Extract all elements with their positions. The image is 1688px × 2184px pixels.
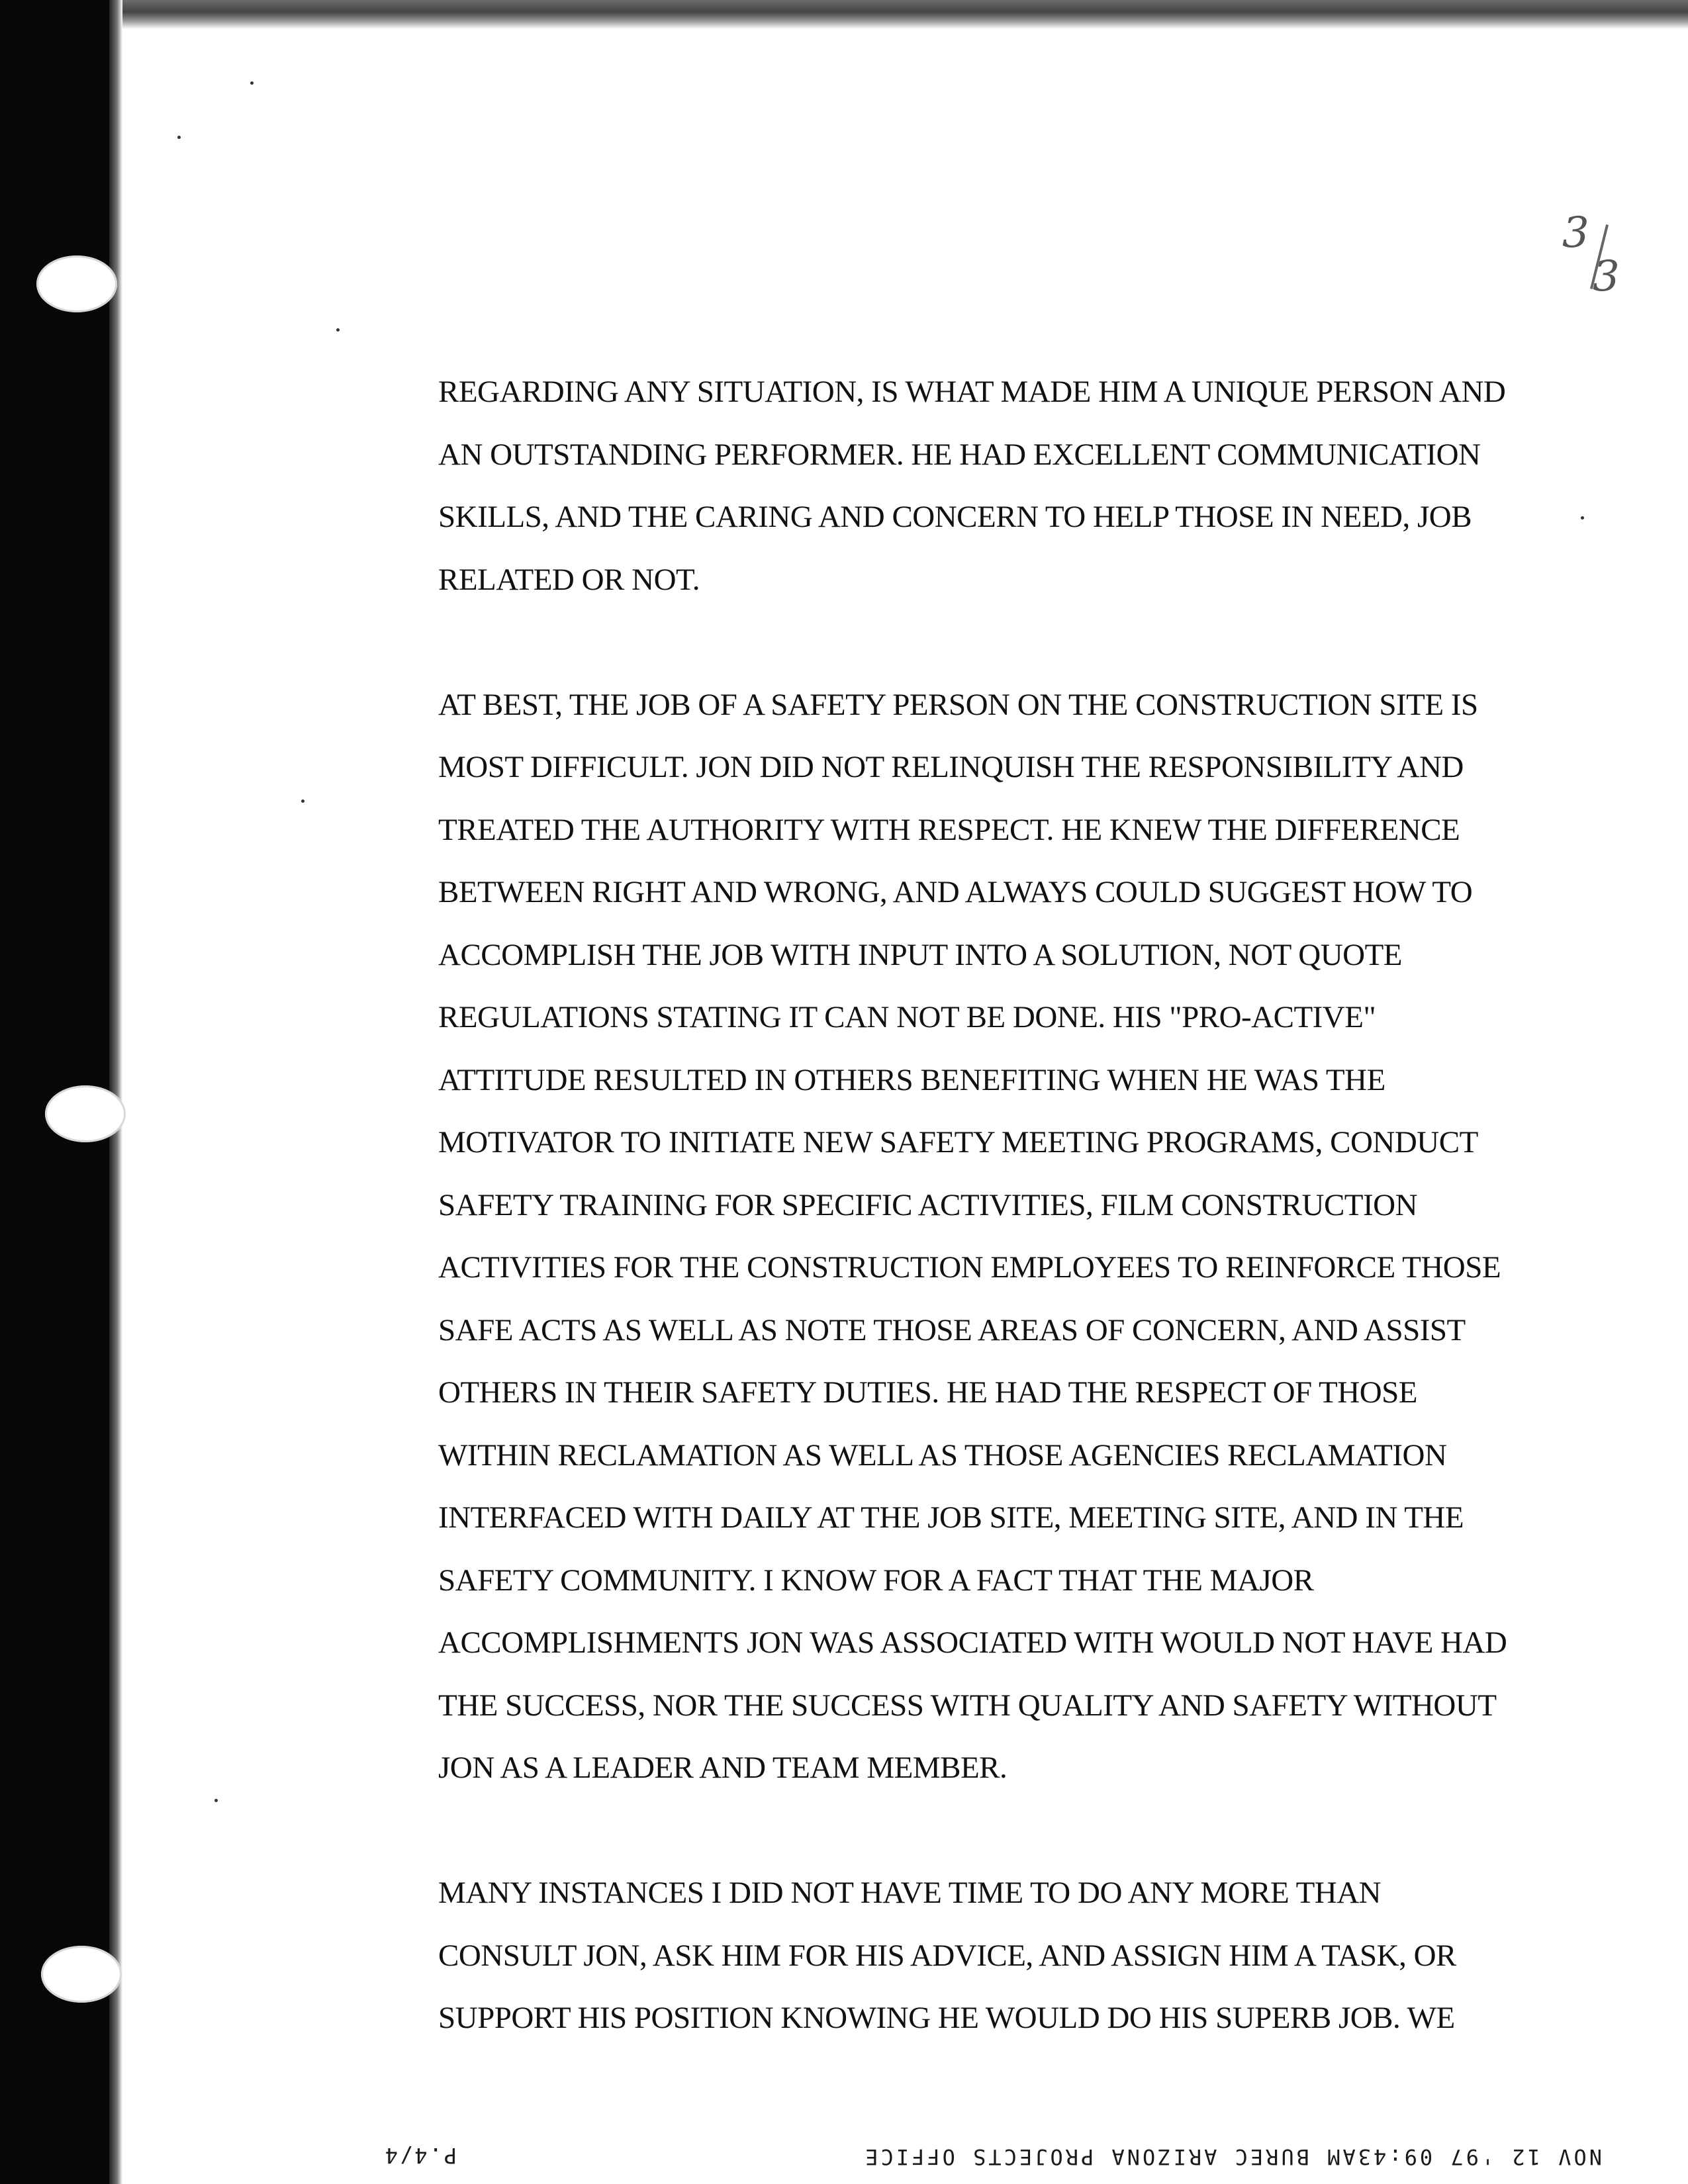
fax-header-line: NOV 12 '97 09:43AM BUREC ARIZONA PROJECTS OFFICE	[863, 2144, 1602, 2169]
page-mark-bottom: 3	[1593, 252, 1620, 301]
punch-hole-top	[36, 255, 117, 312]
scan-speck	[1581, 516, 1584, 520]
scan-speck	[177, 136, 181, 139]
fax-page-number: P.4/4	[383, 2143, 457, 2168]
scan-speck	[301, 799, 305, 803]
handwritten-page-number	[1562, 208, 1642, 304]
paragraph-2: AT BEST, THE JOB OF A SAFETY PERSON ON THE CONSTRUCTION SITE IS MOST DIFFICULT. JON DID NOT RELINQUISH THE RESPONSIBILITY AND TREATED THE AUTHORITY WITH RESPECT. HE KNEW THE DIFFERENCE BETWEEN RIGHT AND WRONG, AND ALWAYS COULD SUGGEST HOW TO ACCOMPLISH THE JOB WITH INPUT INTO A SOLUTION, NOT QUOTE REGULATIONS STATING IT CAN NOT BE DONE. HIS "PRO-ACTIVE" ATTITUDE RESULTED IN OTHERS BENEFITING WHEN HE WAS THE MOTIVATOR TO INITIATE NEW SAFETY MEETING PROGRAMS, CONDUCT SAFETY TRAINING FOR SPECIFIC ACTIVITIES, FILM CONSTRUCTION ACTIVITIES FOR THE CONSTRUCTION EMPLOYEES TO REINFORCE THOSE SAFE ACTS AS WELL AS NOTE THOSE AREAS OF CONCERN, AND ASSIST OTHERS IN THEIR SAFETY DUTIES. HE HAD THE RESPECT OF THOSE WITHIN RECLAMATION AS WELL AS THOSE AGENCIES RECLAMATION INTERFACED WITH DAILY AT THE JOB SITE, MEETING SITE, AND IN THE SAFETY COMMUNITY. I KNOW FOR A FACT THAT THE MAJOR ACCOMPLISHMENTS JON WAS ASSOCIATED WITH WOULD NOT HAVE HAD THE SUCCESS, NOR THE SUCCESS WITH QUALITY AND SAFETY WITHOUT JON AS A LEADER AND TEAM MEMBER.	[438, 687, 1507, 1785]
scan-speck	[250, 81, 254, 85]
punch-hole-middle	[45, 1085, 126, 1142]
paragraph-1: REGARDING ANY SITUATION, IS WHAT MADE HIM A UNIQUE PERSON AND AN OUTSTANDING PERFORMER. HE HAD EXCELLENT COMMUNICATION SKILLS, AND THE CARING AND CONCERN TO HELP THOSE IN NEED, JOB RELATED OR NOT.	[438, 375, 1506, 597]
page-mark-top: 3	[1562, 208, 1589, 257]
scan-speck	[214, 1799, 218, 1802]
punch-hole-bottom	[41, 1946, 122, 2003]
paragraph-3: MANY INSTANCES I DID NOT HAVE TIME TO DO ANY MORE THAN CONSULT JON, ASK HIM FOR HIS ADVICE, AND ASSIGN HIM A TASK, OR SUPPORT HIS POSITION KNOWING HE WOULD DO HIS SUPERB JOB. WE	[438, 1876, 1456, 2035]
letter-body	[438, 361, 1577, 2050]
scan-speck	[336, 328, 340, 332]
scan-top-edge	[0, 0, 1688, 29]
